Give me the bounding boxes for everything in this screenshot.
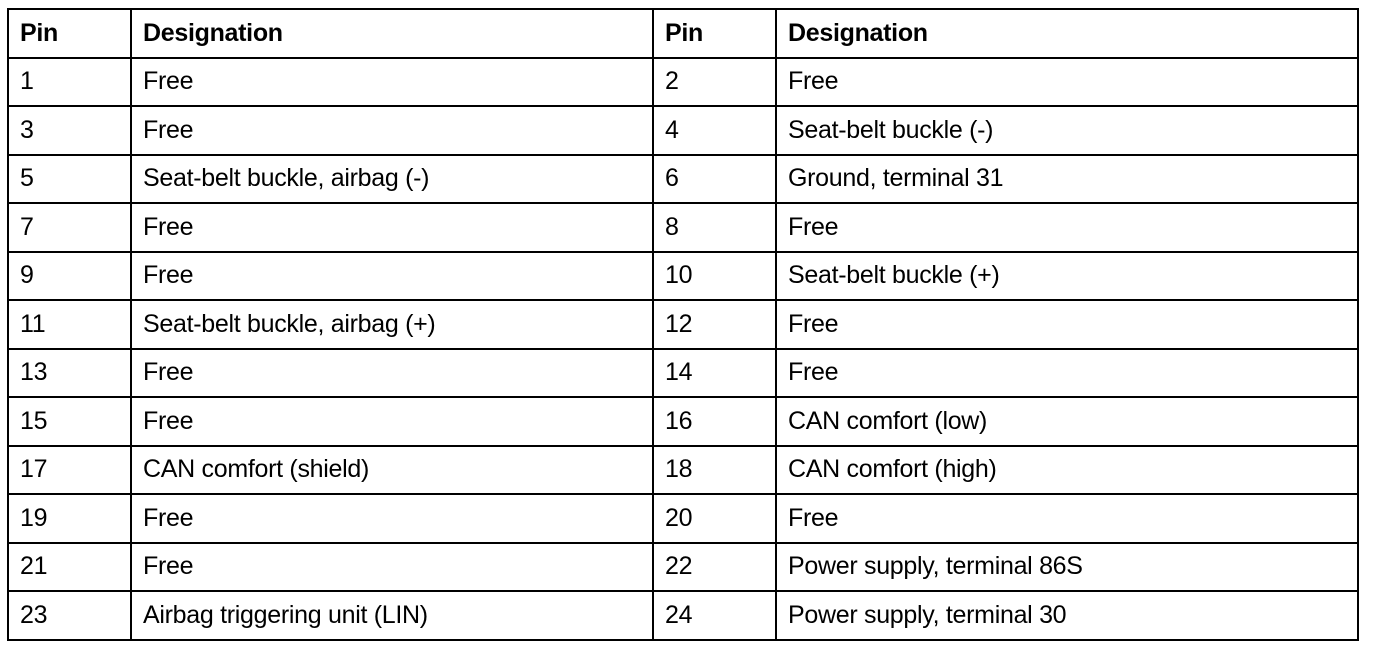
- pin-assignment-table: [7, 8, 1359, 641]
- header-pin-left: Pin: [8, 9, 131, 58]
- designation-cell: CAN comfort (high): [776, 446, 1358, 495]
- pin-cell: 15: [8, 397, 131, 446]
- pin-cell: 3: [8, 106, 131, 155]
- pin-cell: 20: [653, 494, 776, 543]
- pin-cell: 18: [653, 446, 776, 495]
- designation-cell: Seat-belt buckle (-): [776, 106, 1358, 155]
- table-row: [8, 203, 1358, 252]
- designation-cell: Free: [131, 349, 653, 398]
- table-header-row: [8, 9, 1358, 58]
- pin-cell: 9: [8, 252, 131, 301]
- pin-cell: 21: [8, 543, 131, 592]
- table-row: [8, 494, 1358, 543]
- pin-cell: 1: [8, 58, 131, 107]
- designation-cell: Free: [131, 203, 653, 252]
- designation-cell: Free: [131, 543, 653, 592]
- pin-cell: 5: [8, 155, 131, 204]
- designation-cell: Free: [131, 106, 653, 155]
- pin-cell: 12: [653, 300, 776, 349]
- designation-cell: Seat-belt buckle, airbag (-): [131, 155, 653, 204]
- table-row: [8, 252, 1358, 301]
- designation-cell: CAN comfort (shield): [131, 446, 653, 495]
- header-designation-right: Designation: [776, 9, 1358, 58]
- table-row: [8, 397, 1358, 446]
- pin-cell: 7: [8, 203, 131, 252]
- table-row: [8, 349, 1358, 398]
- designation-cell: Free: [776, 300, 1358, 349]
- designation-cell: Seat-belt buckle, airbag (+): [131, 300, 653, 349]
- pin-cell: 19: [8, 494, 131, 543]
- pin-cell: 22: [653, 543, 776, 592]
- pin-cell: 11: [8, 300, 131, 349]
- designation-cell: Free: [776, 349, 1358, 398]
- designation-cell: Airbag triggering unit (LIN): [131, 591, 653, 640]
- table-row: [8, 591, 1358, 640]
- pin-cell: 4: [653, 106, 776, 155]
- pin-cell: 10: [653, 252, 776, 301]
- designation-cell: Free: [131, 58, 653, 107]
- designation-cell: Free: [776, 203, 1358, 252]
- designation-cell: Free: [776, 58, 1358, 107]
- header-pin-right: Pin: [653, 9, 776, 58]
- designation-cell: Free: [131, 397, 653, 446]
- designation-cell: Seat-belt buckle (+): [776, 252, 1358, 301]
- table-row: [8, 106, 1358, 155]
- pin-cell: 2: [653, 58, 776, 107]
- pin-cell: 16: [653, 397, 776, 446]
- table-row: [8, 155, 1358, 204]
- table-row: [8, 300, 1358, 349]
- pin-cell: 23: [8, 591, 131, 640]
- designation-cell: Free: [131, 252, 653, 301]
- table-row: [8, 58, 1358, 107]
- designation-cell: CAN comfort (low): [776, 397, 1358, 446]
- pin-cell: 6: [653, 155, 776, 204]
- pin-cell: 17: [8, 446, 131, 495]
- pin-cell: 14: [653, 349, 776, 398]
- designation-cell: Ground, terminal 31: [776, 155, 1358, 204]
- table-row: [8, 446, 1358, 495]
- designation-cell: Free: [131, 494, 653, 543]
- designation-cell: Power supply, terminal 30: [776, 591, 1358, 640]
- pin-cell: 24: [653, 591, 776, 640]
- designation-cell: Free: [776, 494, 1358, 543]
- header-designation-left: Designation: [131, 9, 653, 58]
- pin-cell: 13: [8, 349, 131, 398]
- table-row: [8, 543, 1358, 592]
- designation-cell: Power supply, terminal 86S: [776, 543, 1358, 592]
- pin-cell: 8: [653, 203, 776, 252]
